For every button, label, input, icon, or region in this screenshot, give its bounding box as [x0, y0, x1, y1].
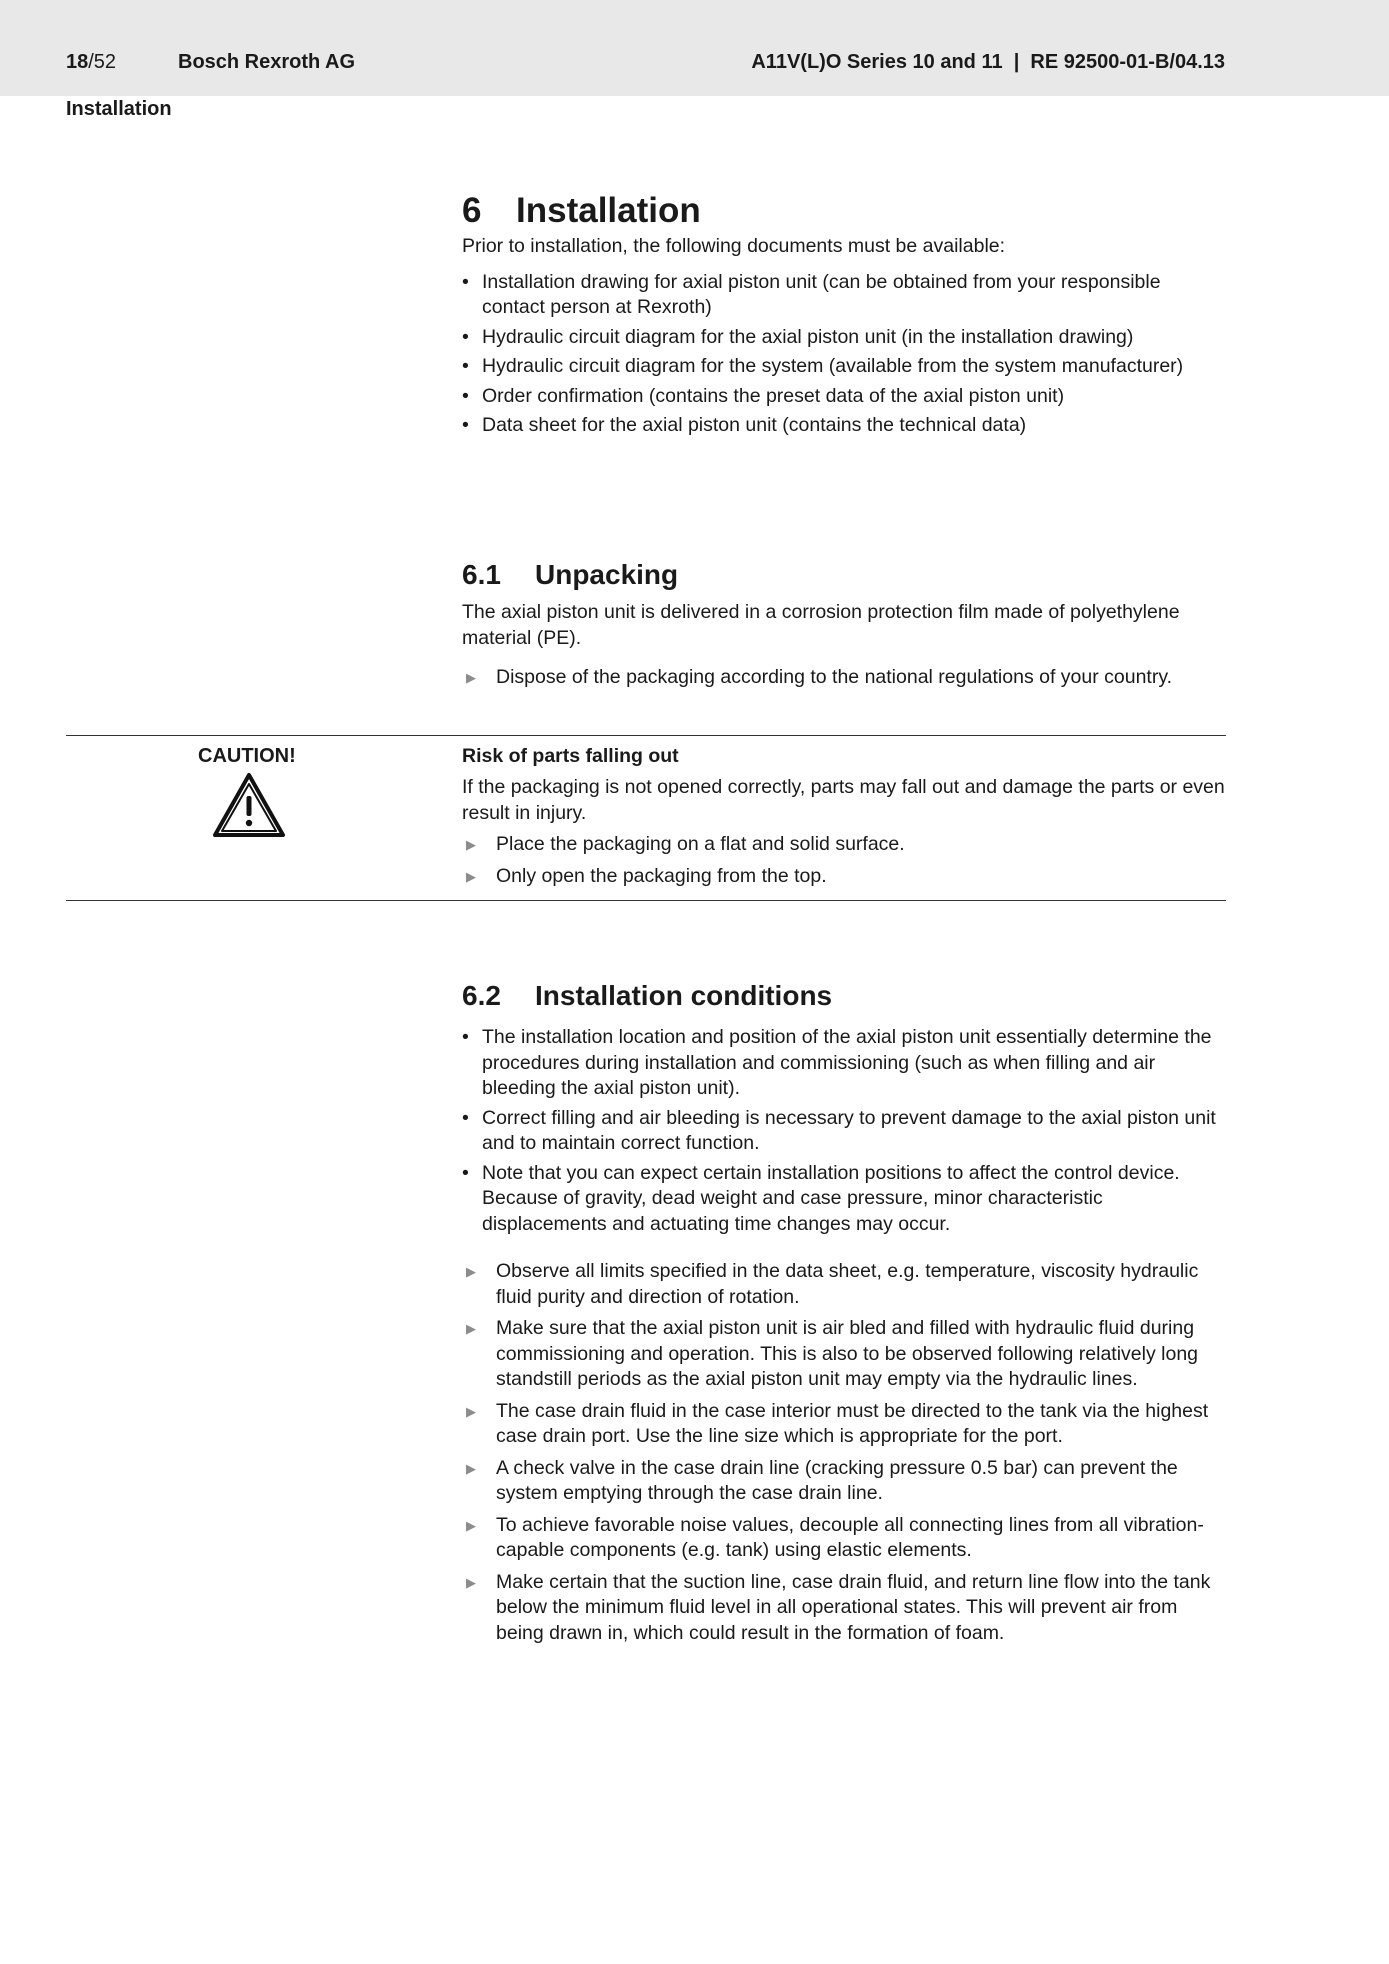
section-6-intro: Prior to installation, the following documents must be available:	[462, 235, 1006, 257]
page-header	[0, 0, 1389, 96]
action-item: ▶ Only open the packaging from the top.	[462, 864, 1226, 890]
section-label: Installation	[66, 98, 172, 120]
action-arrow-icon: ▶	[466, 1574, 476, 1590]
action-arrow-icon: ▶	[466, 1264, 476, 1279]
warning-triangle-icon	[212, 772, 286, 838]
section-6-1	[462, 558, 1226, 697]
section-title: Installation	[516, 191, 701, 230]
conditions-list	[462, 1025, 1226, 1237]
caution-bottom-rule	[66, 900, 1226, 901]
action-arrow-icon: ▶	[466, 670, 476, 685]
action-arrow-icon: ▶	[466, 1403, 476, 1419]
action-item: ▶ Make sure that the axial piston unit is air bled and filled with hydraulic fluid during commissioning and operation. This is also to be observed following relatively long standstill periods as the axial piston unit may empty via the hydraulic lines.	[466, 1317, 1199, 1390]
action-arrow-icon: ▶	[466, 1460, 476, 1476]
caution-title: Risk of parts falling out	[462, 745, 679, 767]
list-item: • Hydraulic circuit diagram for the axial piston unit (in the installation drawing)	[462, 325, 1134, 348]
list-item: • Installation drawing for axial piston unit (can be obtained from your responsible contact person at Rexroth)	[462, 270, 1161, 318]
section-6-heading	[462, 190, 1226, 232]
conditions-actions	[462, 1259, 1226, 1646]
action-item: ▶ The case drain fluid in the case interior must be directed to the tank via the highest case drain port. Use the line size which is appropriate for the port.	[466, 1399, 1209, 1447]
action-item: ▶ Observe all limits specified in the data sheet, e.g. temperature, viscosity hydraulic fluid purity and direction of rotation.	[466, 1260, 1199, 1308]
list-item: • The installation location and position of the axial piston unit essentially determine the procedures during installation and commissioning (such as when filling and air bleeding the axial piston unit).	[462, 1026, 1212, 1099]
caution-label: CAUTION!	[198, 745, 296, 767]
page-number	[66, 50, 116, 74]
page-total: /52	[88, 51, 117, 73]
action-item: ▶ A check valve in the case drain line (cracking pressure 0.5 bar) can prevent the system emptying through the case drain line.	[466, 1456, 1178, 1504]
section-6	[462, 190, 1226, 443]
caution-top-rule	[66, 735, 1226, 736]
action-item: ▶ To achieve favorable noise values, decouple all connecting lines from all vibration-capable components (e.g. tank) using elastic elements.	[466, 1513, 1204, 1561]
action-item: ▶ Place the packaging on a flat and solid surface.	[462, 832, 1226, 858]
list-item: • Note that you can expect certain installation positions to affect the control device. Because of gravity, dead weight and case pressure, minor characteristic displacements and actuating time changes may occur.	[462, 1161, 1180, 1235]
section-6-1-text: The axial piston unit is delivered in a corrosion protection film made of polyethylene material (PE).	[462, 601, 1180, 649]
action-arrow-icon: ▶	[466, 868, 476, 884]
action-arrow-icon: ▶	[466, 1517, 476, 1533]
document-id: A11V(L)O Series 10 and 11 | RE 92500-01-B/04.13	[751, 51, 1225, 73]
section-6-2-heading: 6.2 Installation conditions	[462, 980, 833, 1011]
caution-content	[462, 744, 1226, 895]
company-name: Bosch Rexroth AG	[178, 51, 356, 73]
action-item: ▶ Dispose of the packaging according to the national regulations of your country.	[462, 665, 1226, 691]
caution-text: If the packaging is not opened correctly, parts may fall out and damage the parts or even result in injury.	[462, 776, 1225, 824]
action-item: ▶ Make certain that the suction line, case drain fluid, and return line flow into the tank below the minimum fluid level in all operational states. This will prevent air from being drawn in, which could result in the formation of foam.	[466, 1570, 1211, 1644]
list-item: • Order confirmation (contains the preset data of the axial piston unit)	[462, 384, 1065, 407]
caution-actions	[462, 832, 1226, 889]
list-item: • Hydraulic circuit diagram for the system (available from the system manufacturer)	[462, 355, 1184, 377]
list-item: • Correct filling and air bleeding is necessary to prevent damage to the axial piston unit and to maintain correct function.	[462, 1106, 1216, 1154]
section-6-1-heading: 6.1 Unpacking	[462, 559, 679, 590]
page-current: 18	[66, 51, 89, 73]
documents-list	[462, 270, 1226, 439]
section-number: 6	[462, 191, 482, 230]
unpacking-actions	[462, 665, 1226, 691]
section-6-2	[462, 979, 1226, 1652]
list-item: • Data sheet for the axial piston unit (contains the technical data)	[462, 414, 1027, 436]
action-arrow-icon: ▶	[466, 837, 476, 852]
action-arrow-icon: ▶	[466, 1321, 476, 1336]
